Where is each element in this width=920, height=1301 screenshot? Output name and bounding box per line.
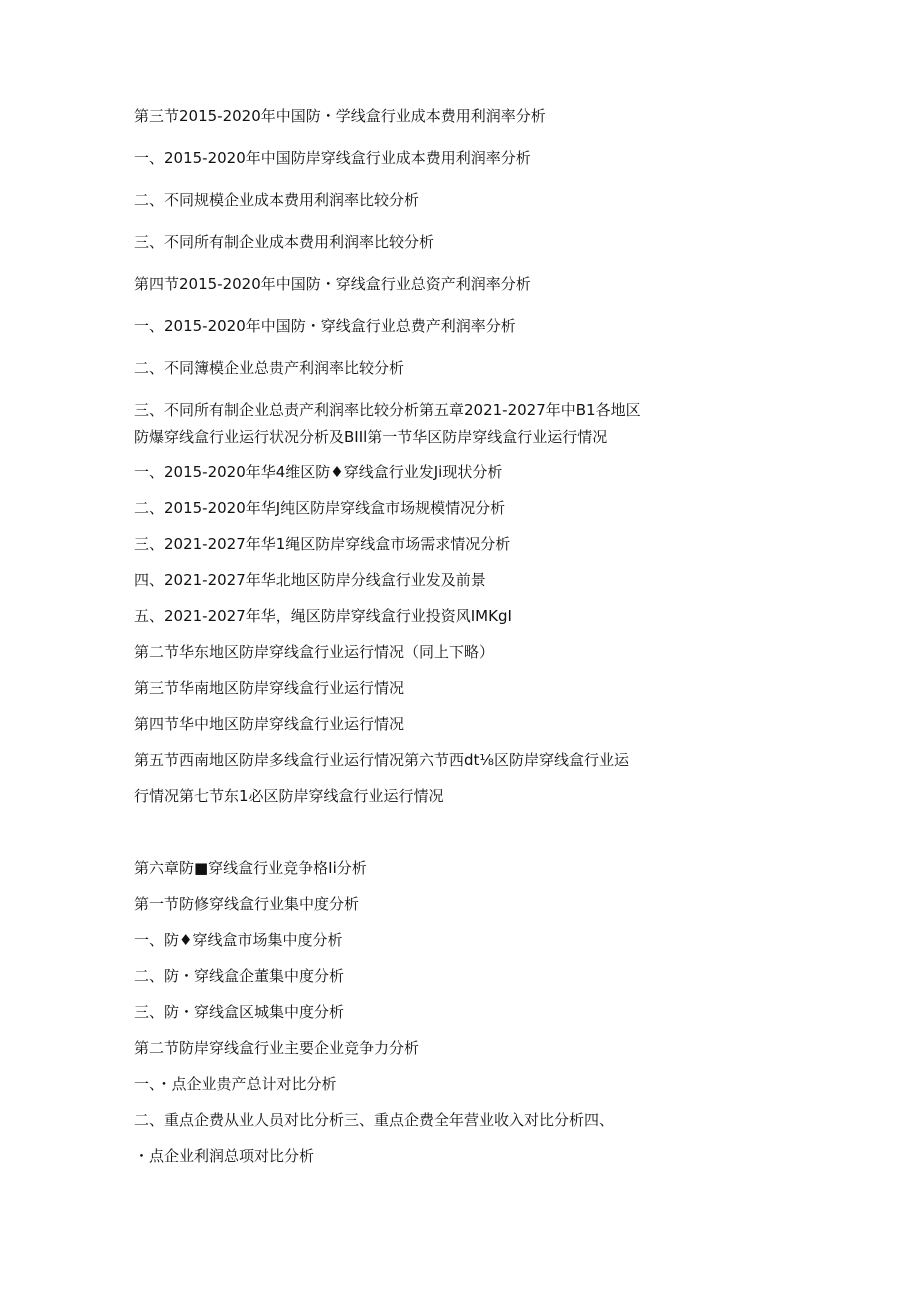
toc-line-15: 第二节华东地区防岸穿线盒行业运行情况（同上下略）	[134, 643, 495, 661]
toc-line-25: 第二节防岸穿线盒行业主要企业竞争力分析	[134, 1039, 420, 1057]
toc-line-14: 五、2021-2027年华，绳区防岸穿线盒行业投资风IMKgI	[134, 607, 512, 625]
toc-line-27: 二、重点企费从业人员对比分析三、重点企费全年营业收入对比分析四、	[134, 1111, 615, 1129]
toc-line-21: 第一节防修穿线盒行业集中度分析	[134, 895, 360, 913]
toc-line-11: 二、2015-2020年华J纯区防岸穿线盒市场规模情况分析	[134, 499, 506, 517]
toc-line-12: 三、2021-2027年华1绳区防岸穿线盒市场需求情况分析	[134, 535, 511, 553]
toc-line-2: 一、2015-2020年中国防岸穿线盒行业成本费用利润率分析	[134, 149, 531, 167]
toc-line-26: 一、・点企业贵产总计对比分析	[134, 1075, 337, 1093]
toc-line-8: 三、不同所有制企业总责产利润率比较分析第五章2021-2027年中B1各地区	[134, 401, 641, 419]
toc-line-5: 第四节2015-2020年中国防・穿线盒行业总资产利润率分析	[134, 275, 531, 293]
toc-line-4: 三、不同所有制企业成本费用利润率比较分析	[134, 233, 435, 251]
toc-line-13: 四、2021-2027年华北地区防岸分线盒行业发及前景	[134, 571, 486, 589]
toc-line-24: 三、防・穿线盒区城集中度分析	[134, 1003, 345, 1021]
toc-line-18: 第五节西南地区防岸多线盒行业运行情况第六节西dt⅛区防岸穿线盒行业运	[134, 751, 629, 769]
toc-line-20: 第六章防■穿线盒行业竞争格Ii分析	[134, 859, 367, 877]
toc-line-3: 二、不同规模企业成本费用利润率比较分析	[134, 191, 420, 209]
toc-line-6: 一、2015-2020年中国防・穿线盒行业总费产利润率分析	[134, 317, 516, 335]
toc-line-23: 二、防・穿线盒企董集中度分析	[134, 967, 345, 985]
toc-line-1: 第三节2015-2020年中国防・学线盒行业成本费用利润率分析	[134, 107, 546, 125]
toc-line-16: 第三节华南地区防岸穿线盒行业运行情况	[134, 679, 405, 697]
toc-line-17: 第四节华中地区防岸穿线盒行业运行情况	[134, 715, 405, 733]
toc-line-19: 行情况第七节东1必区防岸穿线盒行业运行情况	[134, 787, 444, 805]
toc-line-9: 防爆穿线盒行业运行状况分析及BIIl第一节华区防岸穿线盒行业运行情况	[134, 428, 608, 446]
toc-line-7: 二、不同簿模企业总贵产利润率比较分析	[134, 359, 405, 377]
toc-line-22: 一、防♦穿线盒市场集中度分析	[134, 931, 343, 949]
toc-line-28: ・点企业利润总项对比分析	[134, 1147, 315, 1165]
toc-line-10: 一、2015-2020年华4维区防♦穿线盒行业发Ji现状分析	[134, 463, 503, 481]
